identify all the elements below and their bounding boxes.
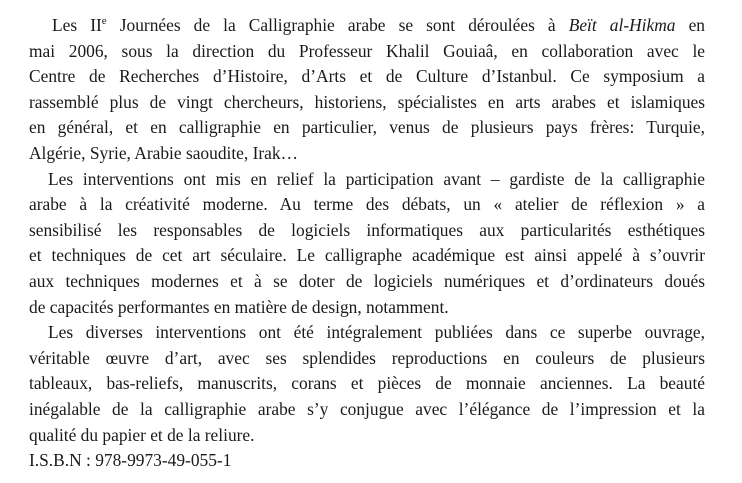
paragraph-1-line-2: mai 2006, sous la direction du Professeur Khalil Gouiaâ, en collaboration avec le	[29, 40, 705, 61]
paragraph-1-line-4: rassemblé plus de vingt chercheurs, historiens, spécialistes en arts arabes et islamiques	[29, 91, 705, 112]
paragraph-1-line-5: en général, et en calligraphie en particulier, venus de plusieurs pays frères: Turquie,	[29, 117, 705, 138]
paragraph-1-line-1	[29, 13, 705, 39]
paragraph-3	[29, 320, 705, 448]
paragraph-2-line-6: de capacités performantes en matière de design, notamment.	[29, 296, 449, 317]
paragraph-3-line-3: tableaux, bas-reliefs, manuscrits, corans et pièces de monnaie anciennes. La beauté	[29, 373, 705, 394]
paragraph-2	[29, 167, 705, 321]
paragraph-3-line-1: Les diverses interventions ont été intégralement publiées dans ce superbe ouvrage,	[48, 322, 705, 343]
ordinal-superscript: e	[101, 15, 107, 27]
paragraph-2-line-2: arabe à la créativité moderne. Au terme des débats, un « atelier de réflexion » a	[29, 194, 705, 215]
paragraph-2-line-5: aux techniques modernes et à se doter de logiciels numériques et d’ordinateurs doués	[29, 270, 705, 291]
paragraph-1	[29, 13, 705, 167]
text-run: Journées de la Calligraphie arabe se sont déroulées à	[106, 15, 569, 35]
paragraph-3-line-5: qualité du papier et de la reliure.	[29, 424, 255, 445]
paragraph-3-line-4: inégalable de la calligraphie arabe s’y conjugue avec l’élégance de l’impression et la	[29, 398, 705, 419]
paragraph-2-line-4: et techniques de cet art séculaire. Le calligraphe académique est ainsi appelé à s’ouvrir	[29, 245, 705, 266]
document-body	[29, 13, 705, 474]
paragraph-2-line-1: Les interventions ont mis en relief la participation avant – gardiste de la calligraphie	[48, 168, 705, 189]
italic-place-name: Beït al-Hikma	[568, 15, 676, 35]
paragraph-3-line-2: véritable œuvre d’art, avec ses splendides reproductions en couleurs de plusieurs	[29, 347, 705, 368]
paragraph-1-line-6: Algérie, Syrie, Arabie saoudite, Irak…	[29, 142, 298, 163]
isbn-line: I.S.B.N : 978-9973-49-055-1	[29, 450, 232, 471]
text-run: Les II	[52, 15, 102, 35]
paragraph-1-line-3: Centre de Recherches d’Histoire, d’Arts et de Culture d’Istanbul. Ce symposium a	[29, 66, 705, 87]
text-run: en	[675, 15, 705, 35]
paragraph-2-line-3: sensibilisé les responsables de logiciels informatiques aux particularités esthétiques	[29, 219, 705, 240]
